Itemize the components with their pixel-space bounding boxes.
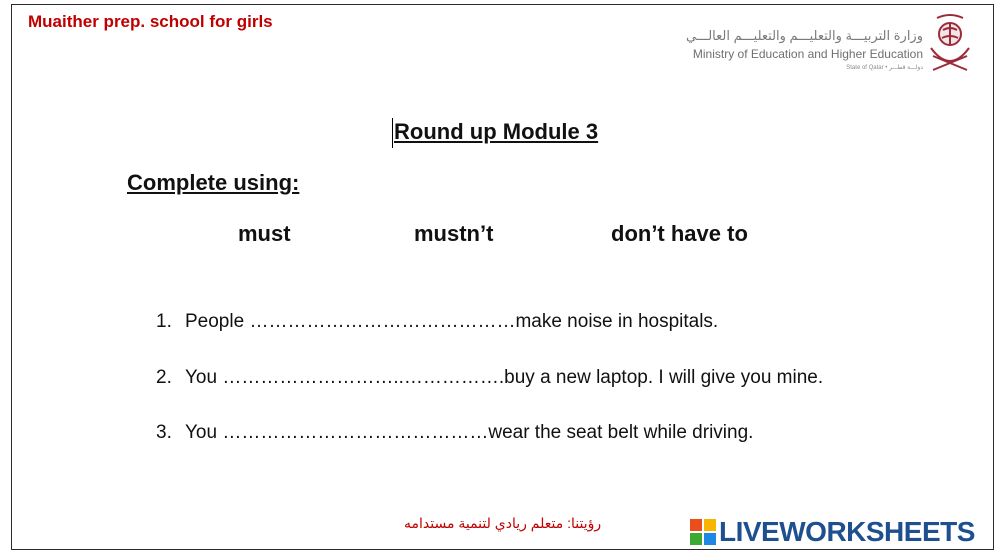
item-number: 1. — [156, 311, 172, 332]
brand-name: LIVEWORKSHEETS — [719, 516, 975, 547]
qatar-emblem-icon — [925, 10, 975, 76]
word-bank-item: must — [238, 221, 291, 246]
liveworksheets-brand[interactable] — [690, 516, 975, 548]
school-name: Muaither prep. school for girls — [28, 12, 273, 31]
exercise-item[interactable] — [156, 311, 718, 333]
ministry-english-name: Ministry of Education and Higher Education — [692, 47, 923, 61]
text-cursor — [392, 118, 393, 148]
exercise-item[interactable] — [156, 422, 753, 444]
worksheet-page — [11, 4, 994, 550]
item-text: People ……………………………………make noise in hospitals. — [185, 311, 719, 332]
vision-text: رؤيتنا: متعلم ريادي لتنمية مستدامه — [404, 515, 602, 531]
item-text: You ……………………………………wear the seat belt while driving. — [185, 422, 754, 443]
ministry-arabic-name: وزارة التربيـــة والتعليـــم والتعليـــم العالـــي — [685, 28, 923, 43]
word-bank-item: mustn’t — [414, 221, 494, 246]
item-number: 3. — [156, 422, 172, 443]
item-number: 2. — [156, 367, 172, 388]
exercise-item[interactable] — [156, 367, 823, 389]
word-bank-item: don’t have to — [611, 221, 748, 246]
liveworksheets-logo-icon — [690, 519, 716, 545]
worksheet-title: Round up Module 3 — [394, 119, 599, 144]
item-text: You ………………………..…………….buy a new laptop. I will give you mine. — [185, 367, 824, 388]
instruction: Complete using: — [127, 170, 300, 195]
ministry-logo — [685, 10, 975, 80]
state-label: State of Qatar • دولـــة قطـــر — [846, 65, 923, 71]
